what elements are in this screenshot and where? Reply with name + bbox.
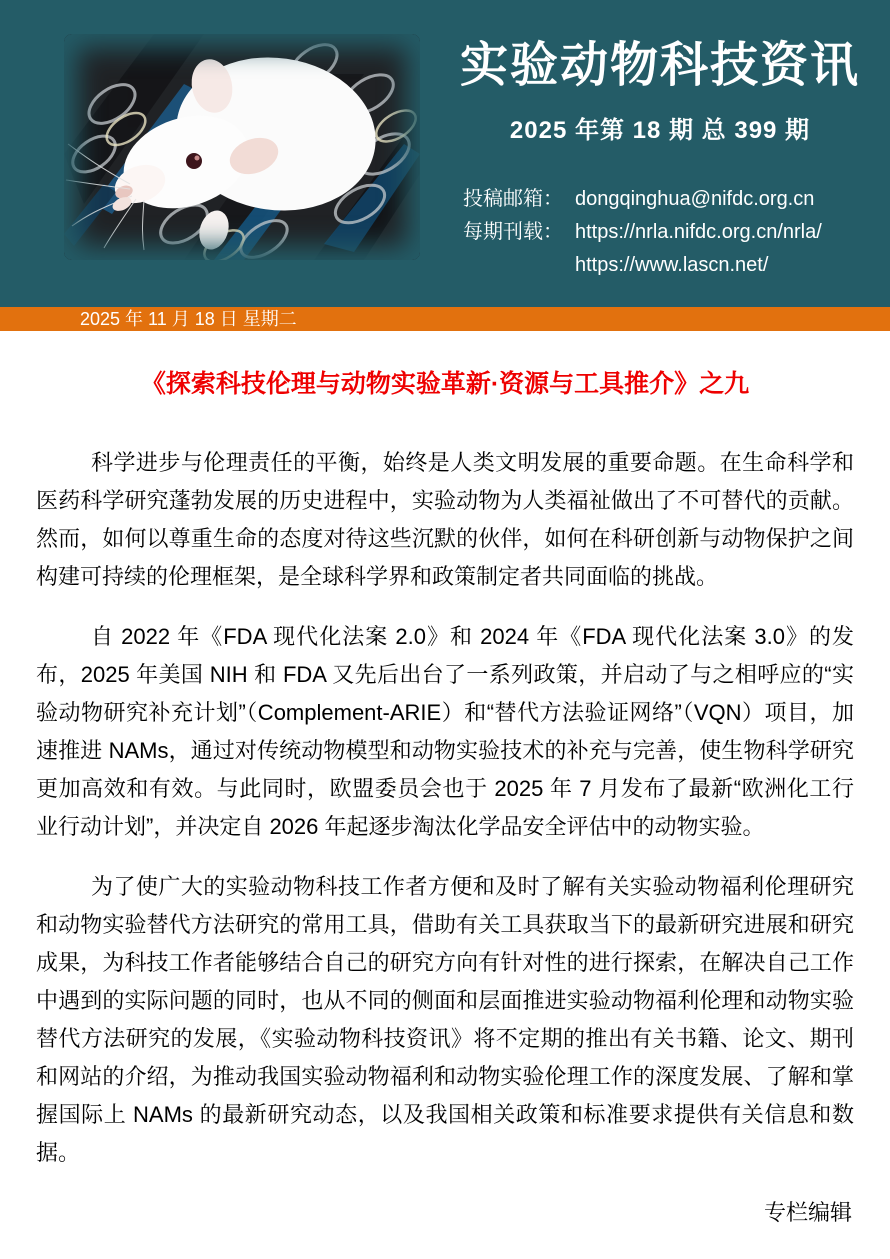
- publish-url-2[interactable]: https://www.lascn.net/: [575, 254, 769, 276]
- email-address[interactable]: dongqinghua@nifdc.org.cn: [575, 188, 815, 210]
- date-banner: [0, 307, 890, 331]
- masthead-text-block: [438, 38, 882, 282]
- article-title: 《探索科技伦理与动物实验革新·资源与工具推介》之九: [140, 370, 750, 398]
- article-paragraph: 自 2022 年《FDA 现代化法案 2.0》和 2024 年《FDA 现代化法案 3.0》的发布，2025 年美国 NIH 和 FDA 又先后出台了一系列政策，并启动了与之相呼应的“实验动物研究补充计划”（Complement-ARIE）和“替代方法验证网络”（VQN）项目，加速推进 NAMs，通过对传统动物模型和动物实验技术的补充与完善，使生物科学研究更加高效和有效。与此同时，欧盟委员会也于 2025 年 7 月发布了最新“欧洲化工行业行动计划”，并决定自 2026 年起逐步淘汰化学品安全评估中的动物实验。: [36, 624, 854, 839]
- newsletter-title: 实验动物科技资讯: [459, 39, 860, 92]
- column-editor-signature: 专栏编辑: [763, 1200, 852, 1225]
- contact-email-row: [463, 183, 882, 216]
- lab-mouse-photo: [64, 34, 420, 260]
- date-text: 2025 年 11 月 18 日 星期二: [80, 309, 297, 329]
- contact-block: [438, 183, 882, 282]
- publish-url-1[interactable]: https://nrla.nifdc.org.cn/nrla/: [575, 221, 822, 243]
- contact-publish-row: [463, 216, 882, 249]
- article-paragraph: 科学进步与伦理责任的平衡，始终是人类文明发展的重要命题。在生命科学和医药科学研究蓬勃发展的历史进程中，实验动物为人类福祉做出了不可替代的贡献。然而，如何以尊重生命的态度对待这些沉默的伙伴，如何在科研创新与动物保护之间构建可持续的伦理框架，是全球科学界和政策制定者共同面临的挑战。: [36, 450, 854, 589]
- article-paragraph: 为了使广大的实验动物科技工作者方便和及时了解有关实验动物福利伦理研究和动物实验替代方法研究的常用工具，借助有关工具获取当下的最新研究进展和研究成果，为科技工作者能够结合自己的研究方向有针对性的进行探索，在解决自己工作中遇到的实际问题的同时，也从不同的侧面和层面推进实验动物福利伦理和动物实验替代方法研究的发展，《实验动物科技资讯》将不定期的推出有关书籍、论文、期刊和网站的介绍，为推动我国实验动物福利和动物实验伦理工作的深度发展、了解和掌握国际上 NAMs 的最新研究动态，以及我国相关政策和标准要求提供有关信息和数据。: [36, 874, 854, 1165]
- issue-number: 2025 年第 18 期 总 399 期: [509, 117, 811, 144]
- mouse-illustration: [64, 34, 420, 260]
- article-body: [0, 364, 890, 1227]
- publish-label: 每期刊载：: [463, 221, 563, 243]
- email-label: 投稿邮箱：: [463, 188, 563, 210]
- masthead: [0, 0, 890, 307]
